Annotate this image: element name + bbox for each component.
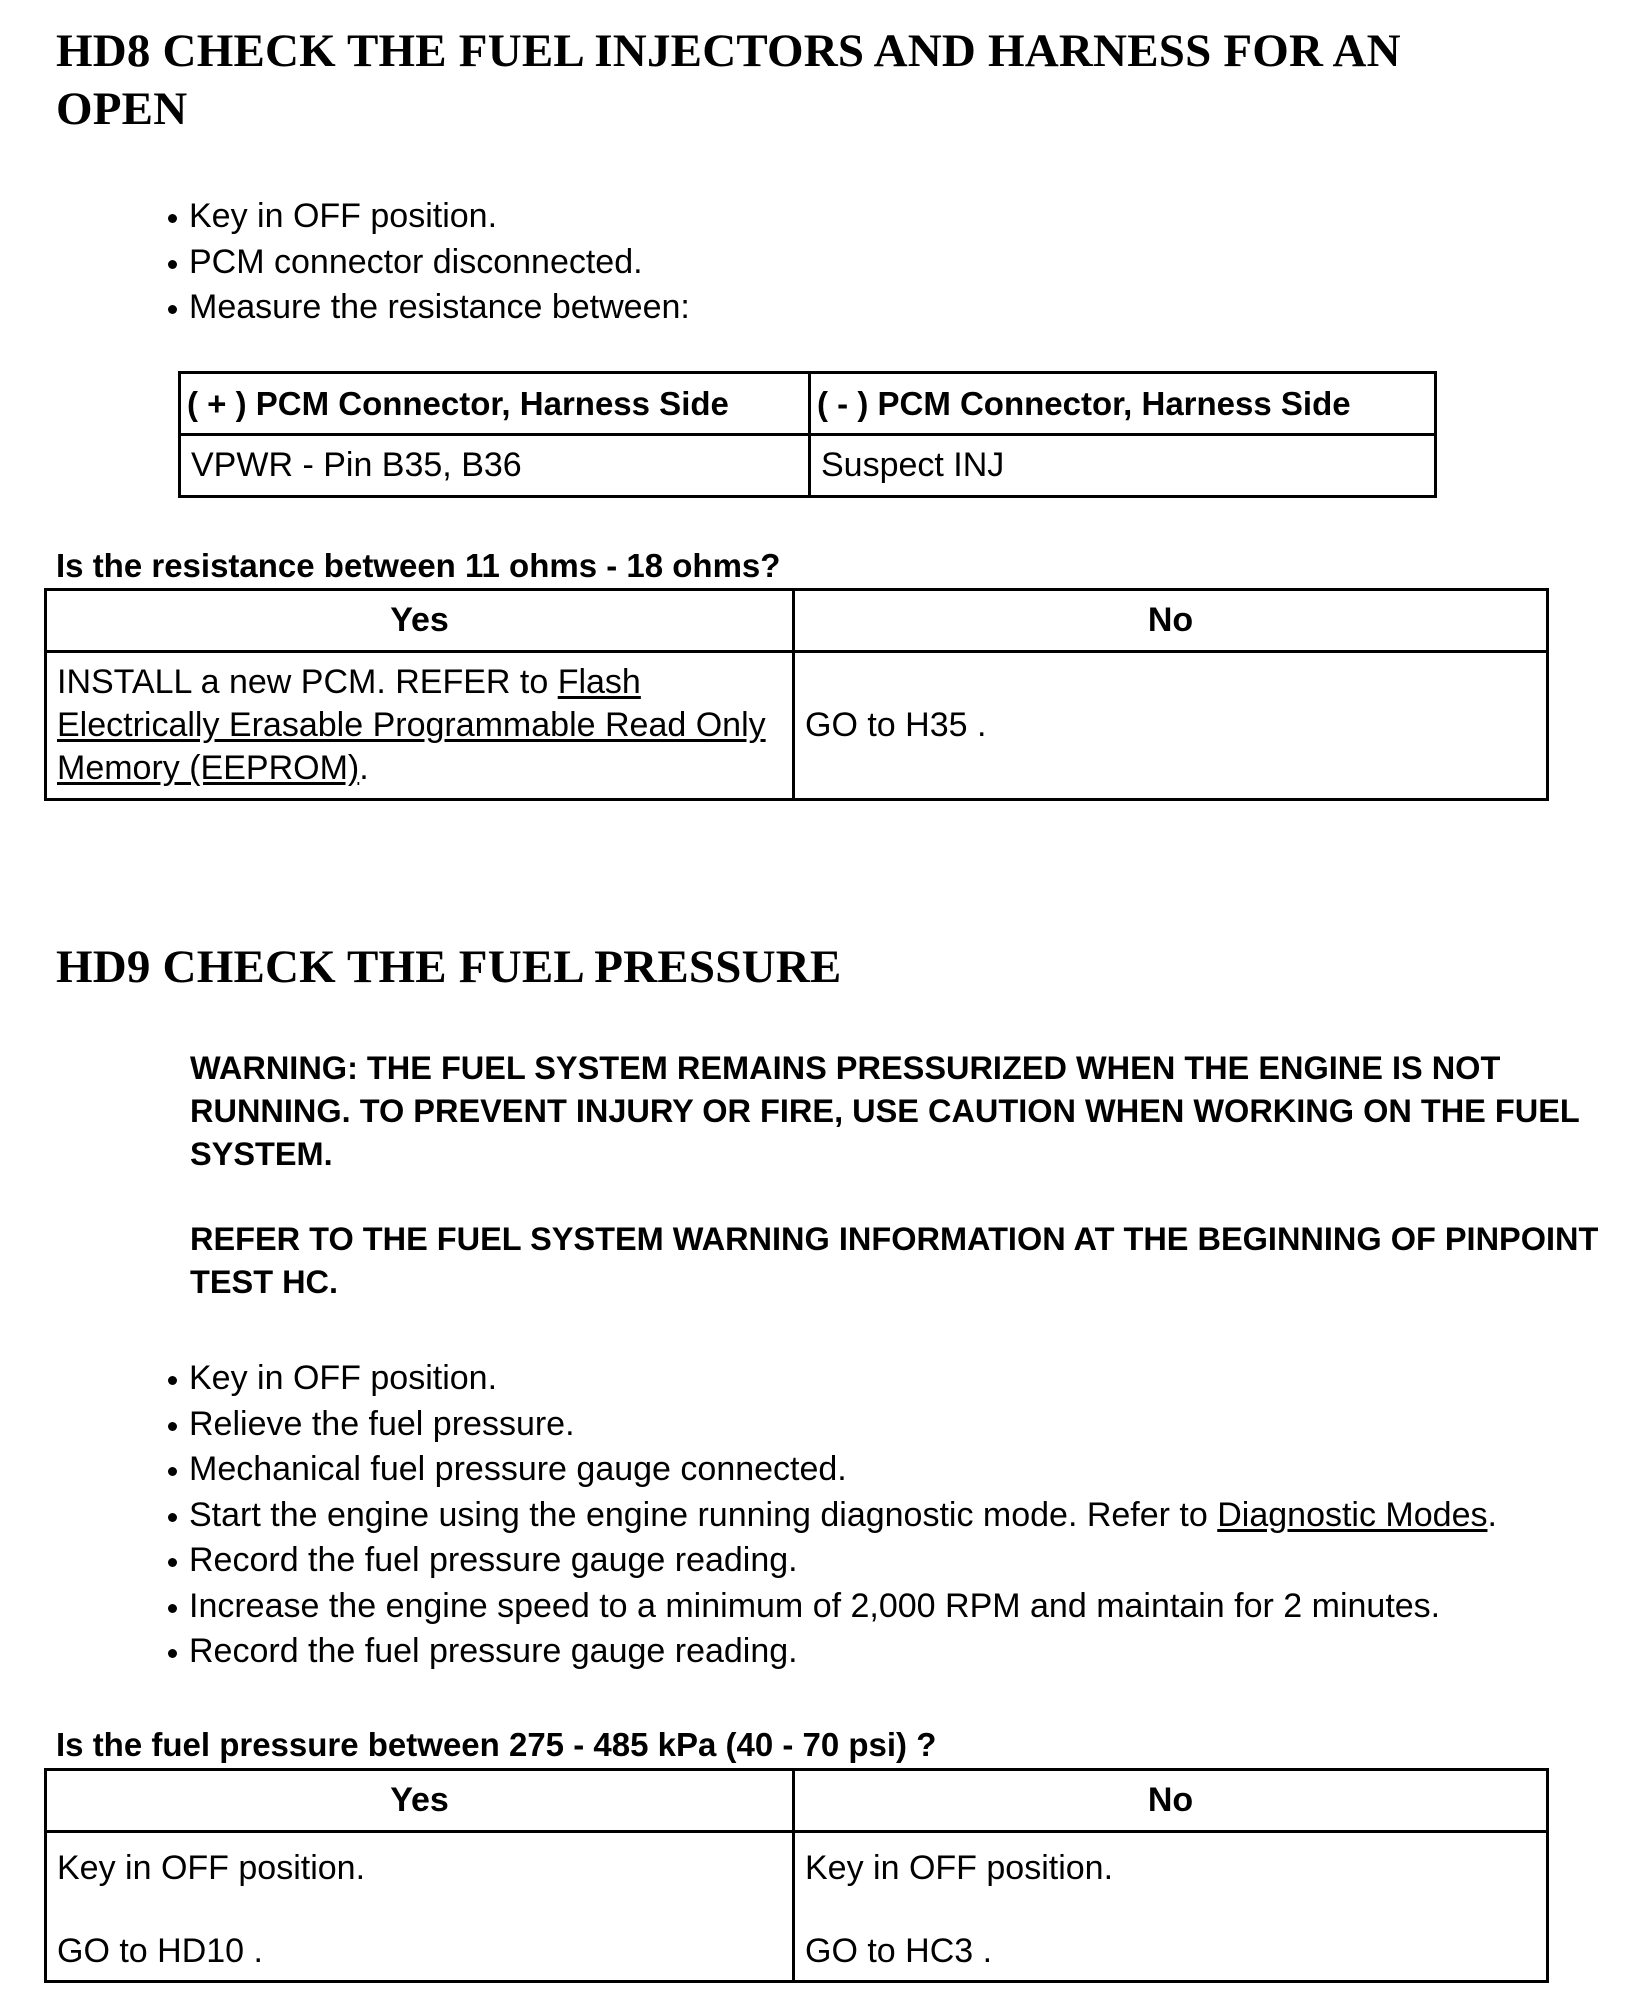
hd8-measure-table	[178, 371, 1437, 498]
hd8-title: HD8 CHECK THE FUEL INJECTORS AND HARNESS FOR AN OPEN	[56, 25, 1401, 135]
diagnostic-modes-link[interactable]: Diagnostic Modes	[1217, 1495, 1488, 1534]
list-item: Record the fuel pressure gauge reading.	[160, 1538, 1497, 1584]
list-item: Key in OFF position.	[160, 194, 690, 240]
yes-cell: Key in OFF position. GO to HD10 .	[46, 1832, 794, 1982]
hd8-question: Is the resistance between 11 ohms - 18 ohms?	[56, 547, 781, 584]
list-item: Start the engine using the engine running diagnostic mode. Refer to Diagnostic Modes.	[160, 1493, 1497, 1539]
no-cell: Key in OFF position. GO to HC3 .	[794, 1832, 1548, 1982]
measure-header-positive: ( + ) PCM Connector, Harness Side	[180, 373, 810, 435]
measure-cell-negative: Suspect INJ	[810, 435, 1436, 497]
hd9-warning-reference: REFER TO THE FUEL SYSTEM WARNING INFORMATION AT THE BEGINNING OF PINPOINT TEST HC.	[190, 1221, 1599, 1300]
list-item: Key in OFF position.	[160, 1356, 1497, 1402]
hd8-steps	[160, 194, 690, 331]
measure-cell-positive: VPWR - Pin B35, B36	[180, 435, 810, 497]
no-cell: GO to H35 .	[794, 652, 1548, 800]
hd9-title: HD9 CHECK THE FUEL PRESSURE	[56, 941, 842, 993]
hd9-result-table	[44, 1768, 1549, 1983]
list-item: Relieve the fuel pressure.	[160, 1402, 1497, 1448]
list-item: Record the fuel pressure gauge reading.	[160, 1629, 1497, 1675]
list-item: PCM connector disconnected.	[160, 240, 690, 286]
hd9-steps	[160, 1356, 1497, 1675]
no-header: No	[794, 1770, 1548, 1832]
eeprom-link[interactable]: Flash Electrically Erasable Programmable Read Only Memory (EEPROM)	[57, 663, 766, 787]
hd9-warning: WARNING: THE FUEL SYSTEM REMAINS PRESSURIZED WHEN THE ENGINE IS NOT RUNNING. TO PREVENT INJURY OR FIRE, USE CAUTION WHEN WORKING ON THE FUEL SYSTEM.	[190, 1050, 1580, 1172]
yes-header: Yes	[46, 1770, 794, 1832]
list-item: Mechanical fuel pressure gauge connected.	[160, 1447, 1497, 1493]
hd8-result-table	[44, 588, 1549, 801]
hd9-question: Is the fuel pressure between 275 - 485 kPa (40 - 70 psi) ?	[56, 1726, 937, 1763]
list-item: Measure the resistance between:	[160, 285, 690, 331]
measure-header-negative: ( - ) PCM Connector, Harness Side	[810, 373, 1436, 435]
yes-header: Yes	[46, 590, 794, 652]
list-item: Increase the engine speed to a minimum of 2,000 RPM and maintain for 2 minutes.	[160, 1584, 1497, 1630]
yes-cell: INSTALL a new PCM. REFER to Flash Electrically Erasable Programmable Read Only Memory (EEPROM).	[46, 652, 794, 800]
no-header: No	[794, 590, 1548, 652]
